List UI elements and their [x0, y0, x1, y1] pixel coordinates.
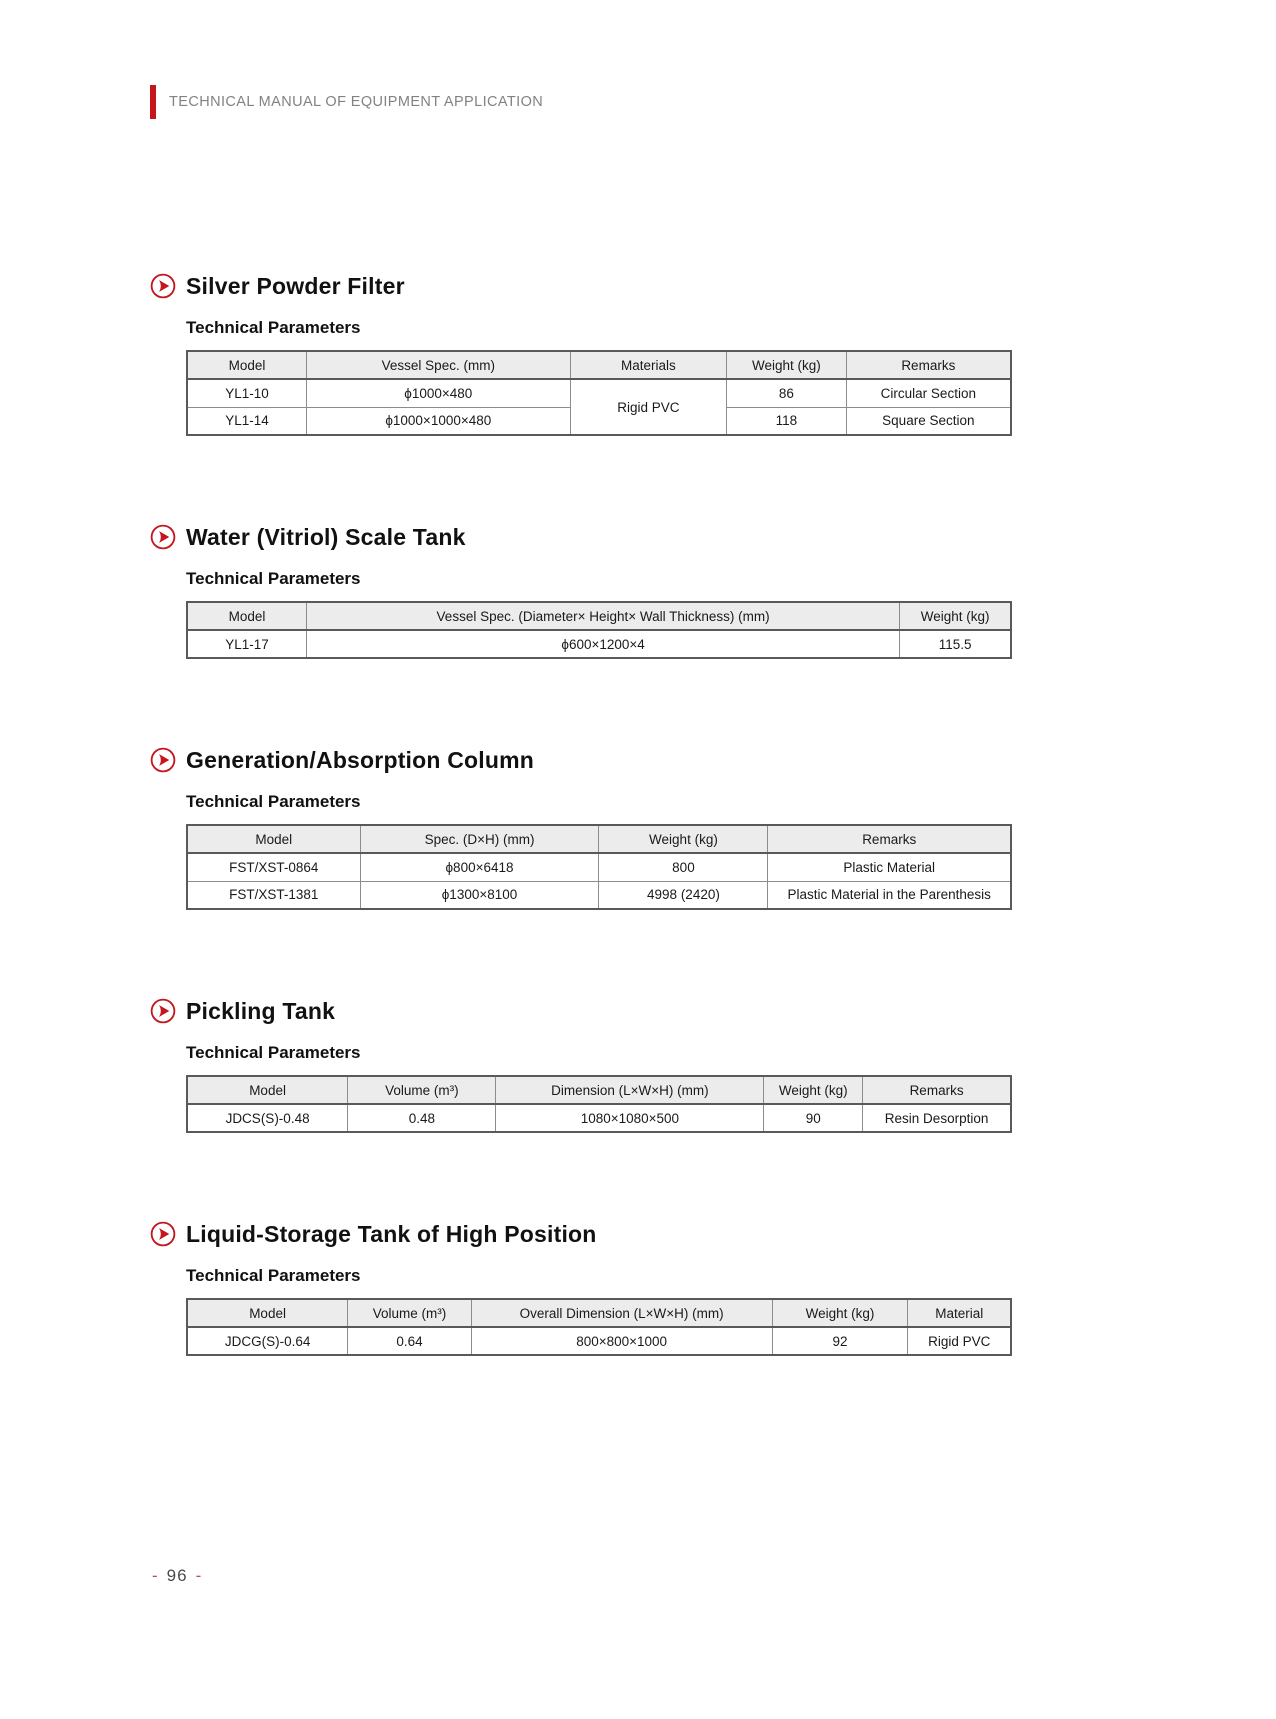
table-cell: ϕ1300×8100 [360, 881, 599, 909]
table-cell: 0.64 [348, 1327, 472, 1355]
table-cell: 4998 (2420) [599, 881, 768, 909]
page-footer [152, 1566, 202, 1586]
equipment-section [150, 747, 1012, 910]
circle-arrow-icon [150, 524, 176, 550]
technical-parameters-heading: Technical Parameters [186, 792, 361, 811]
table-row [187, 881, 1011, 909]
column-header: Vessel Spec. (Diameter× Height× Wall Thickness) (mm) [306, 602, 899, 630]
table-cell: Rigid PVC [570, 379, 727, 435]
section-title: Liquid-Storage Tank of High Position [186, 1220, 597, 1247]
table-cell: 86 [727, 379, 846, 407]
column-header: Model [187, 1076, 348, 1104]
technical-parameters-heading: Technical Parameters [186, 1043, 361, 1062]
page-number: 96 [166, 1566, 188, 1585]
table-row [187, 379, 1011, 407]
footer-dash-right: - [195, 1566, 203, 1585]
section-title-row [150, 1221, 1012, 1247]
technical-parameters-heading: Technical Parameters [186, 569, 361, 588]
circle-arrow-icon [150, 998, 176, 1024]
table-cell: YL1-14 [187, 407, 306, 435]
parameters-table [186, 824, 1012, 910]
column-header: Model [187, 602, 306, 630]
footer-dash-left: - [152, 1566, 159, 1585]
technical-parameters-heading: Technical Parameters [186, 318, 361, 337]
equipment-section [150, 1221, 1012, 1356]
red-accent-bar [150, 85, 156, 119]
table-cell: ϕ600×1200×4 [306, 630, 899, 658]
parameters-table [186, 601, 1012, 659]
table-cell: 90 [764, 1104, 863, 1132]
column-header: Remarks [846, 351, 1011, 379]
circle-arrow-icon [150, 273, 176, 299]
table-cell: 0.48 [348, 1104, 496, 1132]
table-cell: 115.5 [900, 630, 1011, 658]
circle-arrow-icon [150, 1221, 176, 1247]
table-cell: Plastic Material in the Parenthesis [768, 881, 1011, 909]
table-cell: Resin Desorption [863, 1104, 1011, 1132]
column-header: Remarks [768, 825, 1011, 853]
table-header-row [187, 1076, 1011, 1104]
table-header-row [187, 825, 1011, 853]
table-cell: ϕ800×6418 [360, 853, 599, 881]
equipment-section [150, 998, 1012, 1133]
column-header: Model [187, 1299, 348, 1327]
column-header: Weight (kg) [727, 351, 846, 379]
section-title: Silver Powder Filter [186, 272, 405, 299]
column-header: Model [187, 351, 306, 379]
document-header-title: TECHNICAL MANUAL OF EQUIPMENT APPLICATION [169, 94, 544, 110]
column-header: Weight (kg) [900, 602, 1011, 630]
column-header: Material [908, 1299, 1011, 1327]
parameters-table [186, 1298, 1012, 1356]
technical-parameters-heading: Technical Parameters [186, 1266, 361, 1285]
table-cell: YL1-10 [187, 379, 306, 407]
section-title: Water (Vitriol) Scale Tank [186, 523, 466, 550]
column-header: Spec. (D×H) (mm) [360, 825, 599, 853]
section-title-row [150, 524, 1012, 550]
table-cell: JDCG(S)-0.64 [187, 1327, 348, 1355]
parameters-table [186, 1075, 1012, 1133]
table-cell: 118 [727, 407, 846, 435]
section-title: Pickling Tank [186, 997, 336, 1024]
document-header [150, 85, 543, 119]
column-header: Weight (kg) [764, 1076, 863, 1104]
table-cell: YL1-17 [187, 630, 306, 658]
column-header: Overall Dimension (L×W×H) (mm) [471, 1299, 772, 1327]
table-row [187, 853, 1011, 881]
table-header-row [187, 1299, 1011, 1327]
table-cell: 92 [772, 1327, 908, 1355]
parameters-table [186, 350, 1012, 436]
table-cell: Square Section [846, 407, 1011, 435]
column-header: Weight (kg) [772, 1299, 908, 1327]
table-row [187, 1104, 1011, 1132]
table-header-row [187, 351, 1011, 379]
equipment-section [150, 273, 1012, 436]
table-cell: Circular Section [846, 379, 1011, 407]
column-header: Remarks [863, 1076, 1011, 1104]
table-cell: JDCS(S)-0.48 [187, 1104, 348, 1132]
column-header: Dimension (L×W×H) (mm) [496, 1076, 764, 1104]
section-title-row [150, 998, 1012, 1024]
section-title-row [150, 747, 1012, 773]
table-cell: Rigid PVC [908, 1327, 1011, 1355]
column-header: Volume (m³) [348, 1076, 496, 1104]
page-content [150, 273, 1012, 1444]
table-cell: FST/XST-1381 [187, 881, 360, 909]
section-title-row [150, 273, 1012, 299]
table-cell: ϕ1000×1000×480 [306, 407, 570, 435]
circle-arrow-icon [150, 747, 176, 773]
table-row [187, 1327, 1011, 1355]
table-cell: FST/XST-0864 [187, 853, 360, 881]
column-header: Materials [570, 351, 727, 379]
column-header: Weight (kg) [599, 825, 768, 853]
table-cell: ϕ1000×480 [306, 379, 570, 407]
table-header-row [187, 602, 1011, 630]
table-cell: 800×800×1000 [471, 1327, 772, 1355]
column-header: Model [187, 825, 360, 853]
section-title: Generation/Absorption Column [186, 746, 535, 773]
column-header: Vessel Spec. (mm) [306, 351, 570, 379]
column-header: Volume (m³) [348, 1299, 472, 1327]
table-cell: Plastic Material [768, 853, 1011, 881]
table-cell: 800 [599, 853, 768, 881]
table-row [187, 630, 1011, 658]
equipment-section [150, 524, 1012, 659]
table-cell: 1080×1080×500 [496, 1104, 764, 1132]
